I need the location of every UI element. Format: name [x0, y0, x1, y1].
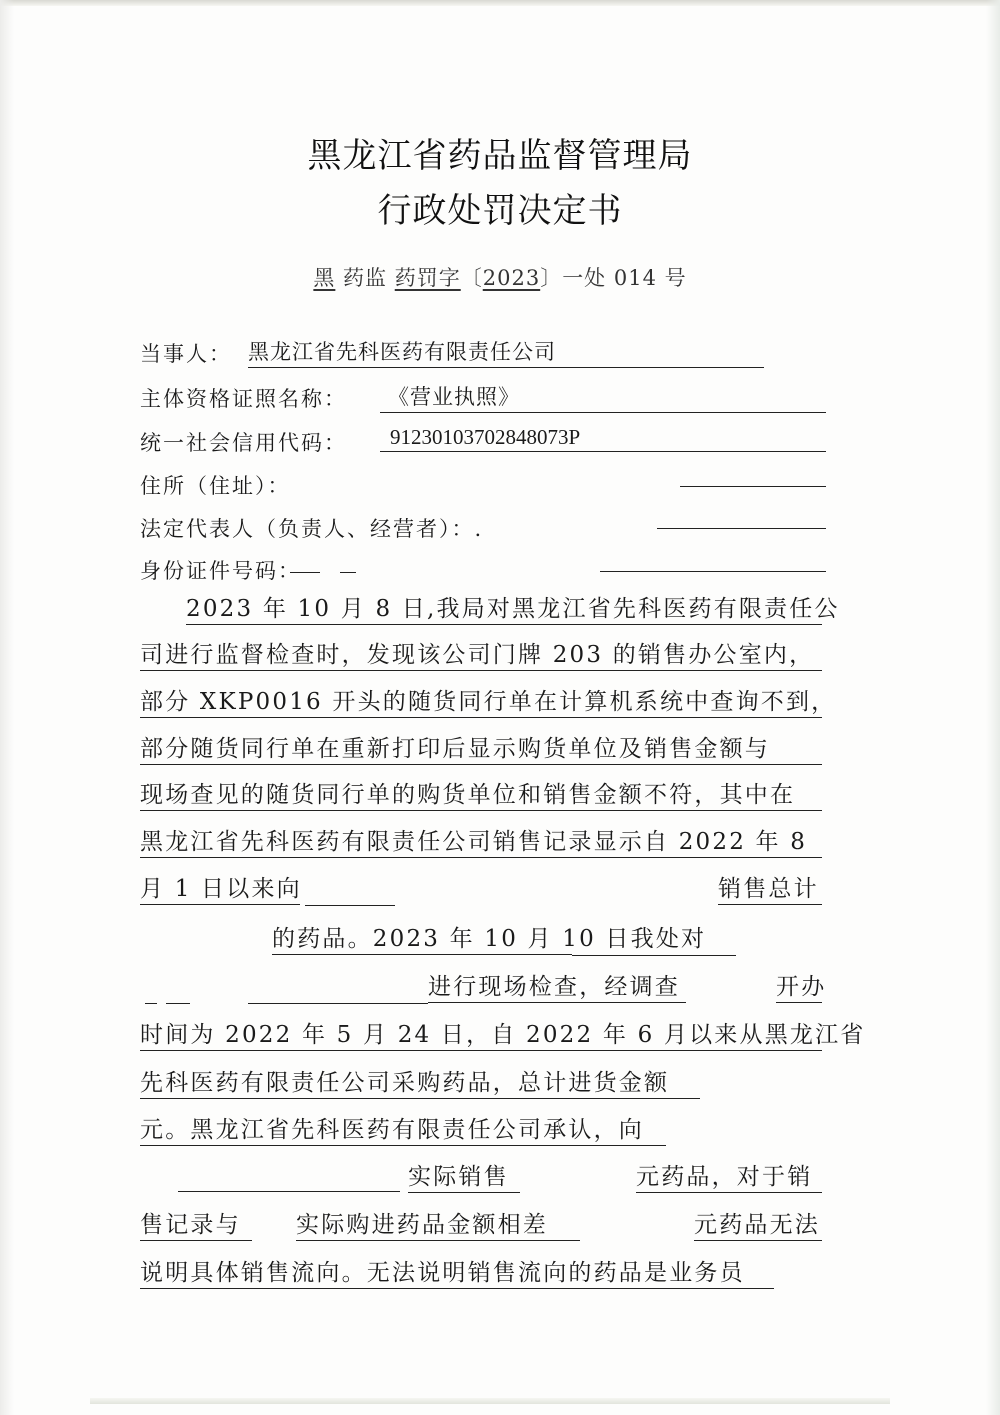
doc-number-year-open: 〔 [460, 266, 483, 290]
body-line-5: 现场查见的随货同行单的购货单位和销售金额不符，其中在 [140, 780, 822, 811]
doc-number-part1: 黑 [313, 266, 336, 290]
id-blank-2 [340, 572, 356, 573]
body-line-8: 的药品。2023 年 10 月 10 日我处对 [272, 924, 572, 955]
body-line-4: 部分随货同行单在重新打印后显示购货单位及销售金额与 [140, 734, 822, 765]
redacted-blank-4 [178, 1191, 400, 1192]
credit-code-value [380, 425, 826, 452]
redacted-blank-1 [305, 905, 395, 906]
body-line-3: 部分 XKP0016 开头的随货同行单在计算机系统中查询不到， [140, 687, 822, 718]
doc-number-year: 2023 [482, 266, 541, 290]
id-blank-1 [290, 572, 320, 573]
body-line-12: 元。黑龙江省先科医药有限责任公司承认，向 [140, 1115, 666, 1146]
issuer-title: 黑龙江省药品监督管理局 [307, 136, 693, 176]
body-line-9b: 开办 [776, 972, 822, 1003]
body-line-6: 黑龙江省先科医药有限责任公司销售记录显示自 2022 年 8 [140, 827, 822, 858]
body-line-9a: 进行现场检查，经调查 [428, 972, 686, 1003]
body-line-13b: 元药品，对于销 [636, 1162, 822, 1193]
body-line-13a: 实际销售 [408, 1162, 520, 1193]
document-type-title: 行政处罚决定书 [377, 191, 623, 231]
legal-rep-label-text: 法定代表人（负责人、经营者）： [140, 517, 475, 541]
body-line-14b: 实际购进药品金额相差 [296, 1210, 580, 1241]
redacted-blank-3b [166, 1003, 190, 1004]
license-label: 主体资格证照名称： [140, 387, 347, 411]
address-label: 住所（住址）： [140, 474, 291, 498]
doc-number-part3: 药罚字 [394, 266, 461, 290]
body-line-11: 先科医药有限责任公司采购药品，总计进货金额 [140, 1068, 700, 1099]
redacted-blank-2 [572, 955, 736, 956]
document-number [0, 262, 1000, 292]
legal-rep-dot: . [474, 517, 484, 541]
doc-number-suffix: 一处 014 号 [562, 266, 687, 290]
doc-number-part2: 药监 [343, 266, 388, 290]
party-value: 黑龙江省先科医药有限责任公司 [248, 336, 764, 368]
body-line-15: 说明具体销售流向。无法说明销售流向的药品是业务员 [140, 1258, 774, 1289]
scan-edge-bottom [90, 1398, 890, 1404]
body-line-7b: 销售总计 [718, 874, 822, 905]
credit-code-text: 91230103702848073P [390, 425, 581, 449]
scan-edge-top [0, 0, 1000, 6]
license-value [380, 381, 826, 413]
address-blank [680, 486, 826, 487]
body-line-7a: 月 1 日以来向 [140, 874, 300, 905]
legal-rep-label [140, 513, 483, 543]
id-blank-3 [600, 571, 826, 572]
body-line-2: 司进行监督检查时，发现该公司门牌 203 的销售办公室内， [140, 640, 822, 671]
redacted-blank-3c [248, 1003, 428, 1004]
id-label: 身份证件号码： [140, 559, 301, 583]
body-line-14a: 售记录与 [140, 1210, 252, 1241]
body-line-10: 时间为 2022 年 5 月 24 日，自 2022 年 6 月以来从黑龙江省 [140, 1020, 822, 1051]
body-line-1: 2023 年 10 月 8 日,我局对黑龙江省先科医药有限责任公 [186, 594, 822, 625]
license-value-text: 《营业执照》 [388, 385, 520, 409]
legal-rep-blank [657, 528, 826, 529]
redacted-blank-3a [145, 1003, 157, 1004]
party-label: 当事人： [140, 342, 232, 366]
doc-number-year-close: 〕 [540, 266, 563, 290]
body-line-14c: 元药品无法 [694, 1210, 822, 1241]
credit-code-label: 统一社会信用代码： [140, 431, 347, 455]
